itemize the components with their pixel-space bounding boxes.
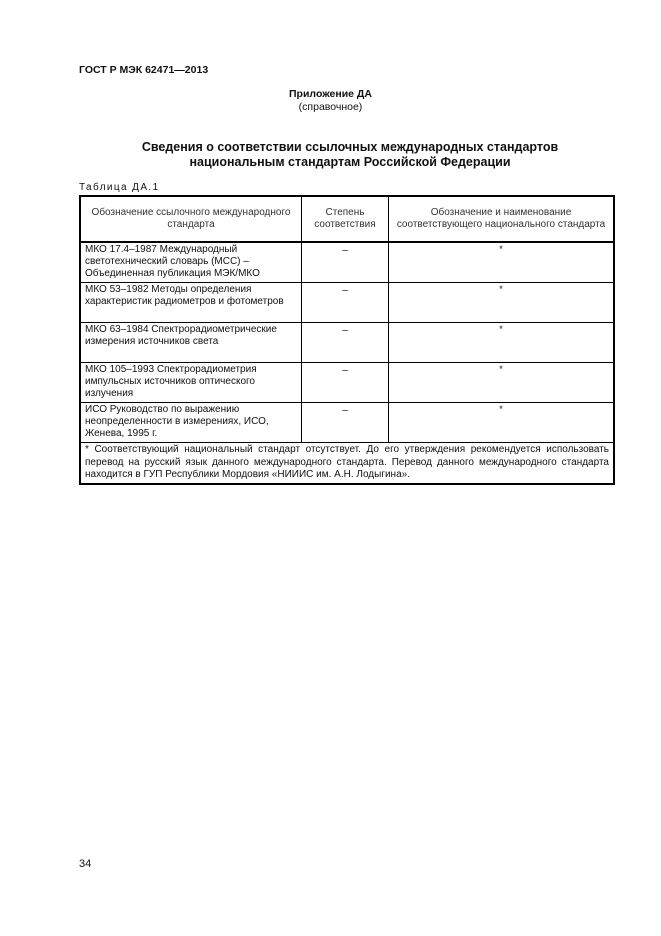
national-value: * [499, 404, 503, 414]
cell-national [389, 283, 615, 323]
cell-degree [302, 283, 389, 323]
cell-standard: МКО 17.4–1987 Международный светотехнический словарь (МСС) – Объединенная публикация МЭК/МКО [80, 242, 302, 283]
appendix-subtitle: (справочное) [298, 101, 363, 113]
table-row [80, 323, 614, 363]
cell-standard: МКО 63–1984 Спектрорадиометрические измерения источников света [80, 323, 302, 363]
cell-standard: МКО 53–1982 Методы определения характеристик радиометров и фотометров [80, 283, 302, 323]
table-row [80, 242, 614, 283]
national-value: * [499, 244, 503, 254]
degree-value: – [342, 245, 348, 256]
cell-national [389, 323, 615, 363]
appendix-title: Приложение ДА [289, 88, 372, 100]
cell-degree [302, 242, 389, 283]
table-row [80, 283, 614, 323]
section-heading-line-1: Сведения о соответствии ссылочных международных стандартов [141, 140, 559, 154]
table-footnote-row [80, 443, 614, 484]
cell-degree [302, 403, 389, 443]
degree-value: – [342, 325, 348, 336]
table-row [80, 403, 614, 443]
correspondence-table [79, 195, 615, 485]
degree-value: – [342, 365, 348, 376]
table-header-row [80, 196, 614, 242]
table-footnote: * Соответствующий национальный стандарт отсутствует. До его утверждения рекомендуется использовать перевод на русский язык данного международного стандарта. Перевод данного международного стандарта находится в ГУП Республики Мордовия «НИИИС им. А.Н. Лодыгина». [80, 443, 614, 484]
cell-degree [302, 363, 389, 403]
document-code: ГОСТ Р МЭК 62471—2013 [79, 64, 209, 76]
column-header-degree: Степень соответствия [302, 196, 389, 242]
national-value: * [499, 364, 503, 374]
cell-standard: ИСО Руководство по выражению неопределенности в измерениях, ИСО, Женева, 1995 г. [80, 403, 302, 443]
page-number: 34 [79, 858, 92, 870]
cell-degree [302, 323, 389, 363]
table-row [80, 363, 614, 403]
section-heading-line-2: национальным стандартам Российской Федерации [189, 155, 511, 169]
degree-value: – [342, 405, 348, 416]
cell-national [389, 242, 615, 283]
cell-standard: МКО 105–1993 Спектрорадиометрия импульсных источников оптического излучения [80, 363, 302, 403]
degree-value: – [342, 285, 348, 296]
national-value: * [499, 324, 503, 334]
section-heading [100, 140, 600, 170]
column-header-national: Обозначение и наименование соответствующего национального стандарта [389, 196, 615, 242]
cell-national [389, 363, 615, 403]
cell-national [389, 403, 615, 443]
column-header-standard: Обозначение ссылочного международного стандарта [80, 196, 302, 242]
national-value: * [499, 284, 503, 294]
table-label: Таблица ДА.1 [79, 182, 160, 193]
appendix-header [0, 88, 661, 114]
